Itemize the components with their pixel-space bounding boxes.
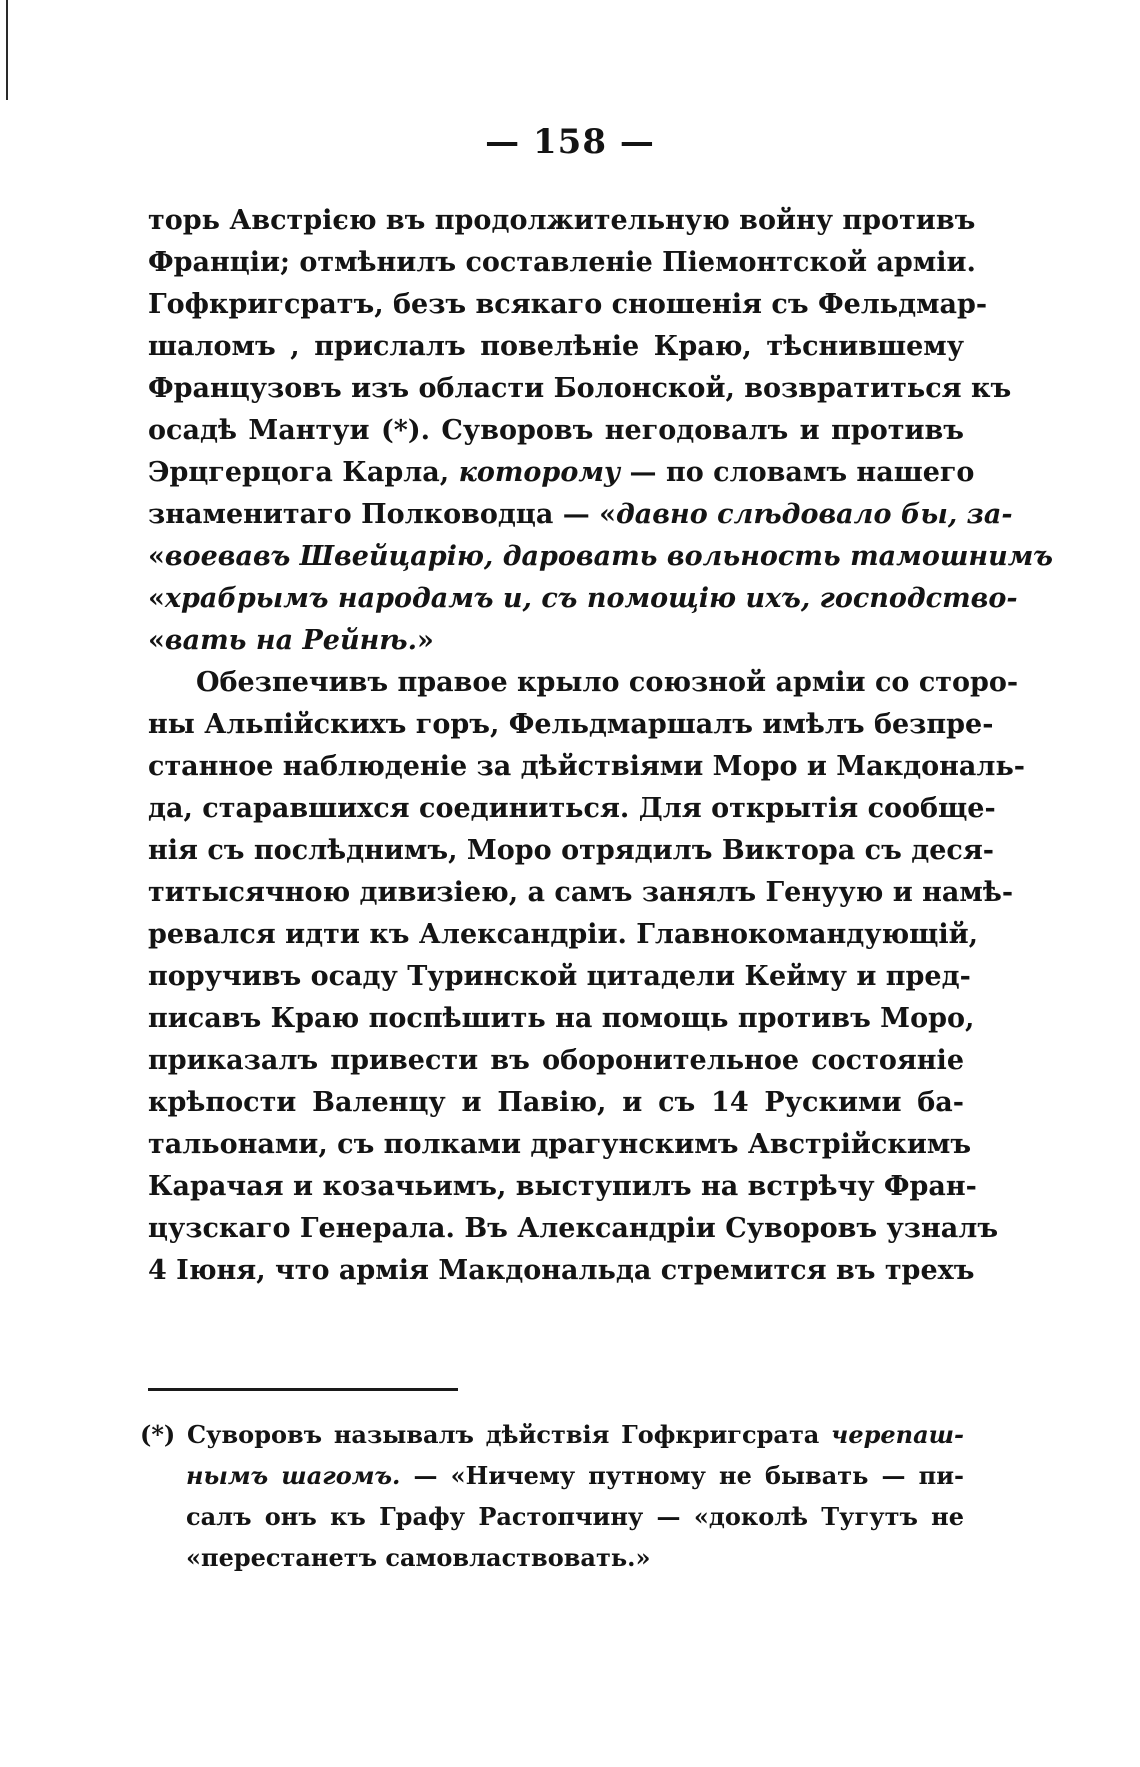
text-line bbox=[148, 788, 996, 830]
text-run: « bbox=[148, 541, 165, 572]
text-line bbox=[148, 1040, 964, 1082]
text-run: титысячною дивизіею, а самъ занялъ Генуую и намѣ- bbox=[148, 877, 1014, 908]
text-line bbox=[148, 494, 1013, 536]
text-run: цузскаго Генерала. Въ Александріи Суворовъ узналъ bbox=[148, 1213, 999, 1244]
text-line bbox=[148, 662, 1019, 704]
text-run: Эрцгерцога Карла, bbox=[148, 457, 459, 488]
text-line bbox=[148, 620, 964, 662]
text-run: « bbox=[148, 625, 165, 656]
footnote-line bbox=[140, 1414, 964, 1455]
text-line bbox=[148, 1082, 964, 1124]
text-run: знаменитаго Полководца — « bbox=[148, 499, 617, 530]
text-line bbox=[148, 410, 964, 452]
text-line bbox=[148, 368, 1012, 410]
text-run: Франціи; отмѣнилъ составленіе Піемонтской арміи. bbox=[148, 247, 976, 278]
text-run: » bbox=[417, 625, 434, 656]
text-run: приказалъ привести въ оборонительное состояніе bbox=[148, 1045, 964, 1076]
text-line bbox=[148, 200, 976, 242]
text-line bbox=[148, 452, 975, 494]
italic-text-run: вать на Рейнѣ. bbox=[164, 625, 417, 656]
text-run: осадѣ Мантуи (*). Суворовъ негодовалъ и противъ bbox=[148, 415, 964, 446]
body-text bbox=[148, 200, 1054, 1292]
page-number: — 158 — bbox=[485, 122, 655, 162]
text-run: крѣпости Валенцу и Павію, и съ 14 Рускими ба- bbox=[148, 1087, 964, 1118]
text-line bbox=[148, 1208, 999, 1250]
text-run: поручивъ осаду Туринской цитадели Кейму и пред- bbox=[148, 961, 971, 992]
footnote-line bbox=[140, 1455, 964, 1496]
italic-text-run: черепаш- bbox=[831, 1420, 964, 1449]
italic-text-run: давно слѣдовало бы, за- bbox=[616, 499, 1013, 530]
text-line bbox=[148, 830, 994, 872]
text-run: шаломъ , прислалъ повелѣніе Краю, тѣснившему bbox=[148, 331, 964, 362]
text-line bbox=[148, 1250, 975, 1292]
text-run: салъ онъ къ Графу Растопчину — «доколѣ Тугутъ не bbox=[186, 1502, 964, 1531]
text-line bbox=[148, 914, 979, 956]
text-line bbox=[148, 284, 988, 326]
text-line bbox=[148, 536, 1054, 578]
text-line bbox=[148, 704, 994, 746]
italic-text-run: воевавъ Швейцарію, даровать вольность тамошнимъ bbox=[164, 541, 1054, 572]
scan-edge-mark bbox=[6, 0, 8, 100]
text-run: станное наблюденіе за дѣйствіями Моро и Макдональ- bbox=[148, 751, 1025, 782]
text-run: — «Ничему путному не бывать — пи- bbox=[400, 1461, 964, 1490]
text-line bbox=[148, 578, 1018, 620]
text-run: (*) Суворовъ называлъ дѣйствія Гофкригсрата bbox=[140, 1420, 832, 1449]
text-run: писавъ Краю поспѣшить на помощь противъ Моро, bbox=[148, 1003, 975, 1034]
text-run: Гофкригсратъ, безъ всякаго сношенія съ Фельдмар- bbox=[148, 289, 988, 320]
text-line bbox=[148, 746, 1025, 788]
italic-text-run: нымъ шагомъ. bbox=[186, 1461, 401, 1490]
italic-text-run: храбрымъ народамъ и, съ помощію ихъ, господство- bbox=[164, 583, 1018, 614]
text-run: Обезпечивъ правое крыло союзной арміи со сторо- bbox=[196, 667, 1019, 698]
text-run: «перестанетъ самовластвовать.» bbox=[186, 1543, 651, 1572]
text-run: да, старавшихся соединиться. Для открытія сообще- bbox=[148, 793, 996, 824]
text-run: ревался идти къ Александріи. Главнокомандующій, bbox=[148, 919, 979, 950]
text-line bbox=[148, 1124, 972, 1166]
text-run: 4 Іюня, что армія Макдональда стремится въ трехъ bbox=[148, 1255, 975, 1286]
footnote bbox=[140, 1414, 964, 1578]
text-run: — по словамъ нашего bbox=[620, 457, 975, 488]
text-run: торь Австрією въ продолжительную войну противъ bbox=[148, 205, 976, 236]
text-run: Карачая и козачьимъ, выступилъ на встрѣчу Фран- bbox=[148, 1171, 977, 1202]
footnote-line bbox=[140, 1496, 964, 1537]
text-line bbox=[148, 956, 971, 998]
text-line bbox=[148, 998, 975, 1040]
text-run: тальонами, съ полками драгунскимъ Австрійскимъ bbox=[148, 1129, 972, 1160]
text-run: ны Альпійскихъ горъ, Фельдмаршалъ имѣлъ безпре- bbox=[148, 709, 994, 740]
footnote-line bbox=[140, 1537, 964, 1578]
text-line bbox=[148, 326, 964, 368]
footnote-divider bbox=[148, 1388, 458, 1391]
text-run: нія съ послѣднимъ, Моро отрядилъ Виктора съ деся- bbox=[148, 835, 994, 866]
italic-text-run: которому bbox=[458, 457, 621, 488]
text-line bbox=[148, 242, 976, 284]
text-line bbox=[148, 872, 1014, 914]
text-run: Французовъ изъ области Болонской, возвратиться къ bbox=[148, 373, 1012, 404]
text-line bbox=[148, 1166, 977, 1208]
text-run: « bbox=[148, 583, 165, 614]
